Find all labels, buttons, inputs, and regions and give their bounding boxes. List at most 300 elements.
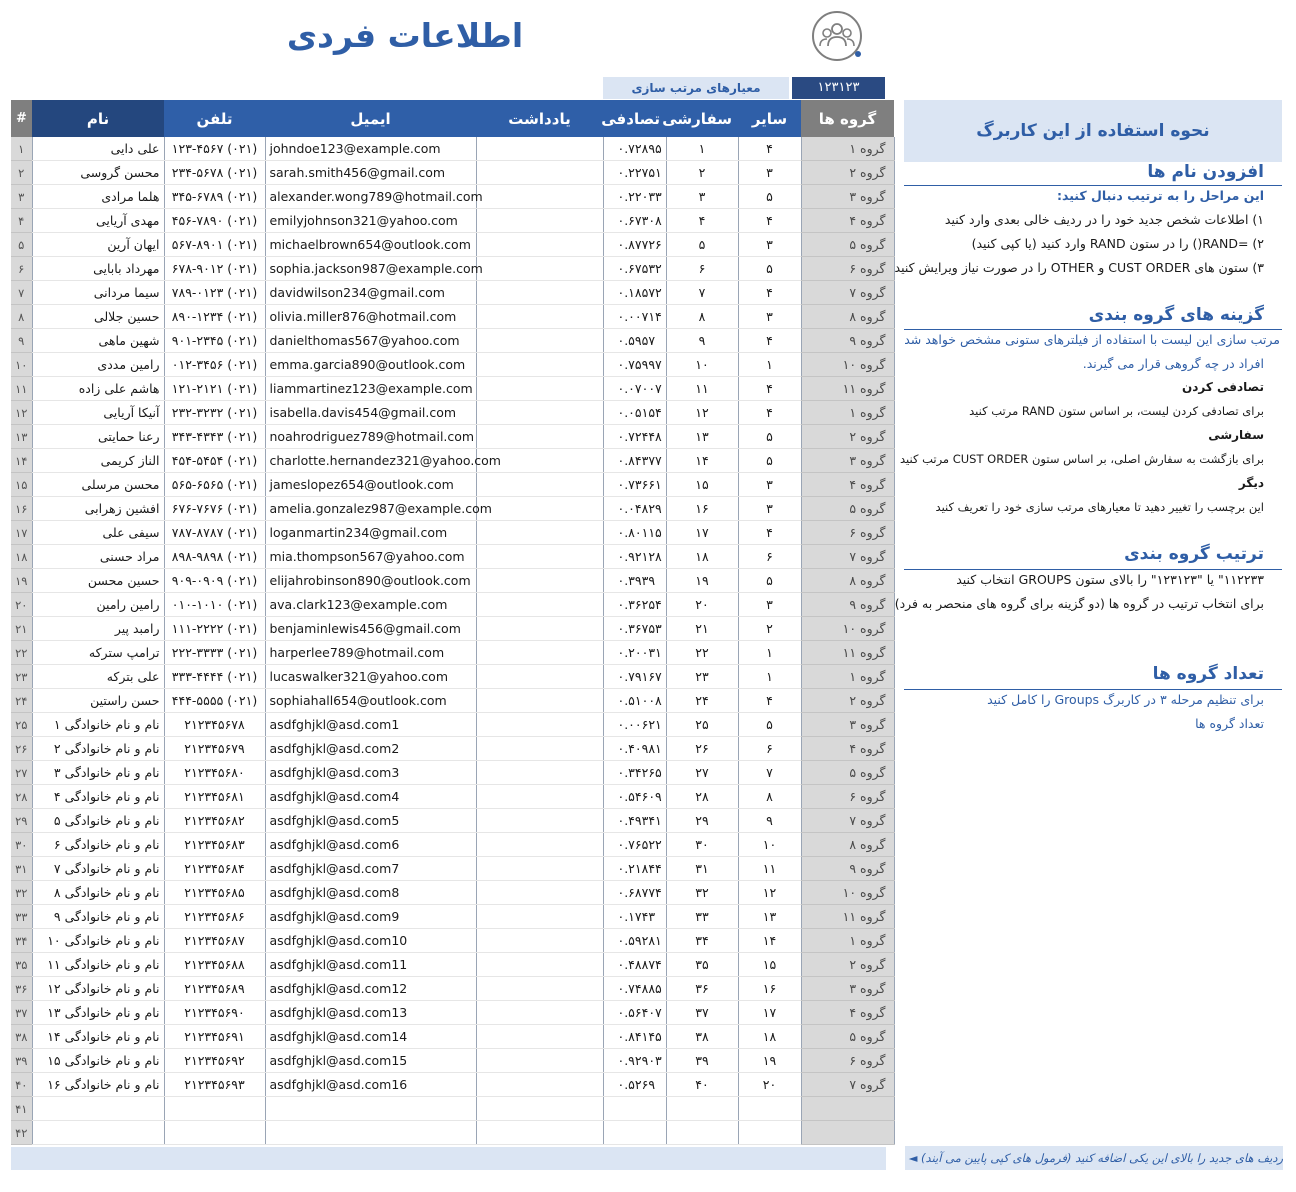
cell-name[interactable]: هلما مرادی <box>32 185 164 209</box>
cell-email[interactable]: asdfghjkl@asd.com4 <box>265 785 476 809</box>
cell-name[interactable]: رامین مددی <box>32 353 164 377</box>
cell-custom[interactable]: ۳۷ <box>666 1001 738 1025</box>
cell-group[interactable]: گروه ۳ <box>801 449 894 473</box>
cell-name[interactable]: نام و نام خانوادگی ۶ <box>32 833 164 857</box>
cell-other[interactable]: ۱۴ <box>738 929 801 953</box>
cell-group[interactable]: گروه ۱۰ <box>801 881 894 905</box>
cell-group[interactable]: گروه ۶ <box>801 257 894 281</box>
cell-note[interactable] <box>476 785 603 809</box>
cell-group[interactable]: گروه ۳ <box>801 713 894 737</box>
cell-group[interactable]: گروه ۴ <box>801 1001 894 1025</box>
cell-email[interactable]: harperlee789@hotmail.com <box>265 641 476 665</box>
cell-custom[interactable] <box>666 1097 738 1121</box>
cell-custom[interactable] <box>666 1121 738 1145</box>
cell-other[interactable]: ۵ <box>738 185 801 209</box>
cell-note[interactable] <box>476 713 603 737</box>
cell-email[interactable]: loganmartin234@gmail.com <box>265 521 476 545</box>
cell-phone[interactable]: (۰۲۱) ۷۸۹-۰۱۲۳ <box>164 281 265 305</box>
cell-email[interactable]: davidwilson234@gmail.com <box>265 281 476 305</box>
cell-group[interactable]: گروه ۲ <box>801 161 894 185</box>
col-header-note[interactable]: یادداشت <box>476 100 603 137</box>
cell-other[interactable]: ۶ <box>738 545 801 569</box>
cell-random[interactable]: ۰.۱۸۵۷۲ <box>603 281 666 305</box>
cell-random[interactable]: ۰.۶۷۳۰۸ <box>603 209 666 233</box>
cell-random[interactable]: ۰.۷۳۶۶۱ <box>603 473 666 497</box>
cell-phone[interactable]: ۲۱۲۳۴۵۶۸۲ <box>164 809 265 833</box>
cell-phone[interactable]: ۲۱۲۳۴۵۶۸۶ <box>164 905 265 929</box>
cell-email[interactable]: alexander.wong789@hotmail.com <box>265 185 476 209</box>
cell-custom[interactable]: ۲۰ <box>666 593 738 617</box>
cell-note[interactable] <box>476 665 603 689</box>
cell-phone[interactable]: (۰۲۱) ۱۱۱-۲۲۲۲ <box>164 617 265 641</box>
cell-name[interactable]: حسین جلالی <box>32 305 164 329</box>
cell-phone[interactable]: ۲۱۲۳۴۵۶۹۲ <box>164 1049 265 1073</box>
cell-custom[interactable]: ۳۲ <box>666 881 738 905</box>
cell-name[interactable]: علی بترکه <box>32 665 164 689</box>
cell-group[interactable]: گروه ۷ <box>801 545 894 569</box>
cell-other[interactable] <box>738 1097 801 1121</box>
cell-phone[interactable]: (۰۲۱) ۴۵۶-۷۸۹۰ <box>164 209 265 233</box>
cell-other[interactable]: ۳ <box>738 305 801 329</box>
cell-email[interactable]: asdfghjkl@asd.com6 <box>265 833 476 857</box>
cell-group[interactable]: گروه ۱۱ <box>801 377 894 401</box>
cell-email[interactable]: mia.thompson567@yahoo.com <box>265 545 476 569</box>
cell-note[interactable] <box>476 353 603 377</box>
cell-phone[interactable]: ۲۱۲۳۴۵۶۸۹ <box>164 977 265 1001</box>
cell-random[interactable]: ۰.۵۹۲۸۱ <box>603 929 666 953</box>
cell-random[interactable]: ۰.۶۷۵۳۲ <box>603 257 666 281</box>
cell-name[interactable]: نام و نام خانوادگی ۲ <box>32 737 164 761</box>
cell-random[interactable]: ۰.۷۲۸۹۵ <box>603 137 666 161</box>
cell-email[interactable] <box>265 1097 476 1121</box>
cell-note[interactable] <box>476 257 603 281</box>
cell-random[interactable]: ۰.۸۴۳۷۷ <box>603 449 666 473</box>
cell-custom[interactable]: ۳۸ <box>666 1025 738 1049</box>
cell-random[interactable]: ۰.۰۷۰۰۷ <box>603 377 666 401</box>
cell-name[interactable]: مهدی آریایی <box>32 209 164 233</box>
cell-name[interactable]: مراد حسنی <box>32 545 164 569</box>
cell-group[interactable]: گروه ۲ <box>801 425 894 449</box>
cell-group[interactable]: گروه ۳ <box>801 185 894 209</box>
col-header-name[interactable]: نام <box>32 100 164 137</box>
cell-note[interactable] <box>476 521 603 545</box>
cell-phone[interactable]: (۰۲۱) ۹۰۱-۲۳۴۵ <box>164 329 265 353</box>
cell-custom[interactable]: ۱۴ <box>666 449 738 473</box>
cell-other[interactable]: ۵ <box>738 257 801 281</box>
cell-phone[interactable]: ۲۱۲۳۴۵۶۸۰ <box>164 761 265 785</box>
cell-email[interactable]: amelia.gonzalez987@example.com <box>265 497 476 521</box>
cell-note[interactable] <box>476 185 603 209</box>
cell-group[interactable]: گروه ۷ <box>801 281 894 305</box>
cell-custom[interactable]: ۸ <box>666 305 738 329</box>
cell-group[interactable]: گروه ۶ <box>801 521 894 545</box>
cell-random[interactable]: ۰.۸۰۱۱۵ <box>603 521 666 545</box>
cell-group[interactable]: گروه ۵ <box>801 1025 894 1049</box>
cell-name[interactable]: مهرداد بابایی <box>32 257 164 281</box>
cell-other[interactable]: ۳ <box>738 161 801 185</box>
cell-other[interactable]: ۵ <box>738 569 801 593</box>
cell-random[interactable]: ۰.۸۴۱۴۵ <box>603 1025 666 1049</box>
cell-random[interactable]: ۰.۵۶۴۰۷ <box>603 1001 666 1025</box>
cell-random[interactable]: ۰.۸۷۷۲۶ <box>603 233 666 257</box>
cell-name[interactable]: سیما مردانی <box>32 281 164 305</box>
cell-phone[interactable]: (۰۲۱) ۶۷۸-۹۰۱۲ <box>164 257 265 281</box>
cell-phone[interactable]: (۰۲۱) ۸۹۸-۹۸۹۸ <box>164 545 265 569</box>
cell-custom[interactable]: ۳۰ <box>666 833 738 857</box>
cell-name[interactable]: حسین محسن <box>32 569 164 593</box>
cell-other[interactable]: ۵ <box>738 449 801 473</box>
cell-phone[interactable]: (۰۲۱) ۷۸۷-۸۷۸۷ <box>164 521 265 545</box>
cell-note[interactable] <box>476 545 603 569</box>
cell-random[interactable]: ۰.۶۸۷۷۴ <box>603 881 666 905</box>
cell-custom[interactable]: ۲۲ <box>666 641 738 665</box>
cell-phone[interactable]: ۲۱۲۳۴۵۶۷۹ <box>164 737 265 761</box>
cell-email[interactable]: asdfghjkl@asd.com5 <box>265 809 476 833</box>
cell-group[interactable]: گروه ۷ <box>801 809 894 833</box>
cell-random[interactable]: ۰.۷۶۵۲۲ <box>603 833 666 857</box>
cell-email[interactable]: sophiahall654@outlook.com <box>265 689 476 713</box>
cell-email[interactable]: sophia.jackson987@example.com <box>265 257 476 281</box>
cell-other[interactable]: ۱ <box>738 353 801 377</box>
cell-phone[interactable]: (۰۲۱) ۲۲۲-۳۳۳۳ <box>164 641 265 665</box>
cell-phone[interactable]: (۰۲۱) ۲۳۴-۵۶۷۸ <box>164 161 265 185</box>
cell-other[interactable]: ۴ <box>738 329 801 353</box>
cell-custom[interactable]: ۴۰ <box>666 1073 738 1097</box>
cell-note[interactable] <box>476 1121 603 1145</box>
cell-custom[interactable]: ۵ <box>666 233 738 257</box>
cell-note[interactable] <box>476 497 603 521</box>
cell-note[interactable] <box>476 617 603 641</box>
cell-other[interactable]: ۲ <box>738 617 801 641</box>
cell-group[interactable]: گروه ۳ <box>801 977 894 1001</box>
cell-phone[interactable]: ۲۱۲۳۴۵۶۸۴ <box>164 857 265 881</box>
sort-criteria-select[interactable]: ۱۲۳۱۲۳ <box>792 77 885 99</box>
cell-email[interactable]: michaelbrown654@outlook.com <box>265 233 476 257</box>
cell-email[interactable]: asdfghjkl@asd.com12 <box>265 977 476 1001</box>
cell-email[interactable]: asdfghjkl@asd.com14 <box>265 1025 476 1049</box>
cell-group[interactable]: گروه ۱۱ <box>801 641 894 665</box>
col-header-phone[interactable]: تلفن <box>164 100 265 137</box>
cell-other[interactable]: ۱۱ <box>738 857 801 881</box>
cell-name[interactable]: رعنا حمایتی <box>32 425 164 449</box>
cell-other[interactable]: ۴ <box>738 137 801 161</box>
cell-other[interactable]: ۴ <box>738 209 801 233</box>
cell-custom[interactable]: ۴ <box>666 209 738 233</box>
cell-phone[interactable]: (۰۲۱) ۰۱۲-۳۴۵۶ <box>164 353 265 377</box>
cell-custom[interactable]: ۱۹ <box>666 569 738 593</box>
cell-note[interactable] <box>476 641 603 665</box>
cell-note[interactable] <box>476 929 603 953</box>
cell-phone[interactable]: (۰۲۱) ۳۴۵-۶۷۸۹ <box>164 185 265 209</box>
cell-email[interactable]: danielthomas567@yahoo.com <box>265 329 476 353</box>
cell-other[interactable]: ۱۶ <box>738 977 801 1001</box>
cell-group[interactable]: گروه ۱ <box>801 401 894 425</box>
cell-name[interactable]: محسن گروسی <box>32 161 164 185</box>
cell-email[interactable]: charlotte.hernandez321@yahoo.com <box>265 449 476 473</box>
cell-other[interactable]: ۱۰ <box>738 833 801 857</box>
cell-email[interactable]: asdfghjkl@asd.com3 <box>265 761 476 785</box>
cell-other[interactable]: ۵ <box>738 713 801 737</box>
cell-group[interactable]: گروه ۹ <box>801 593 894 617</box>
cell-custom[interactable]: ۲ <box>666 161 738 185</box>
cell-email[interactable]: olivia.miller876@hotmail.com <box>265 305 476 329</box>
cell-email[interactable]: noahrodriguez789@hotmail.com <box>265 425 476 449</box>
cell-random[interactable]: ۰.۴۰۹۸۱ <box>603 737 666 761</box>
cell-note[interactable] <box>476 329 603 353</box>
cell-group[interactable]: گروه ۱ <box>801 929 894 953</box>
cell-note[interactable] <box>476 881 603 905</box>
cell-name[interactable]: نام و نام خانوادگی ۱۱ <box>32 953 164 977</box>
cell-note[interactable] <box>476 857 603 881</box>
cell-random[interactable] <box>603 1121 666 1145</box>
cell-custom[interactable]: ۱۰ <box>666 353 738 377</box>
cell-random[interactable]: ۰.۷۵۹۹۷ <box>603 353 666 377</box>
cell-name[interactable]: رامین رامین <box>32 593 164 617</box>
cell-note[interactable] <box>476 689 603 713</box>
cell-custom[interactable]: ۳۶ <box>666 977 738 1001</box>
cell-phone[interactable]: (۰۲۱) ۳۳۳-۴۴۴۴ <box>164 665 265 689</box>
cell-email[interactable]: lucaswalker321@yahoo.com <box>265 665 476 689</box>
cell-phone[interactable]: ۲۱۲۳۴۵۶۷۸ <box>164 713 265 737</box>
cell-group[interactable] <box>801 1121 894 1145</box>
cell-custom[interactable]: ۲۷ <box>666 761 738 785</box>
cell-other[interactable]: ۲۰ <box>738 1073 801 1097</box>
cell-custom[interactable]: ۳۴ <box>666 929 738 953</box>
cell-group[interactable]: گروه ۸ <box>801 569 894 593</box>
cell-random[interactable]: ۰.۳۶۷۵۳ <box>603 617 666 641</box>
cell-note[interactable] <box>476 425 603 449</box>
cell-random[interactable]: ۰.۲۱۸۴۴ <box>603 857 666 881</box>
cell-other[interactable] <box>738 1121 801 1145</box>
cell-random[interactable]: ۰.۴۸۸۷۴ <box>603 953 666 977</box>
cell-other[interactable]: ۳ <box>738 593 801 617</box>
cell-random[interactable]: ۰.۷۹۱۶۷ <box>603 665 666 689</box>
cell-note[interactable] <box>476 953 603 977</box>
cell-email[interactable] <box>265 1121 476 1145</box>
cell-name[interactable]: شهین ماهی <box>32 329 164 353</box>
cell-name[interactable]: نام و نام خانوادگی ۳ <box>32 761 164 785</box>
cell-group[interactable]: گروه ۵ <box>801 761 894 785</box>
cell-email[interactable]: asdfghjkl@asd.com16 <box>265 1073 476 1097</box>
cell-other[interactable]: ۱۵ <box>738 953 801 977</box>
cell-custom[interactable]: ۲۸ <box>666 785 738 809</box>
cell-group[interactable]: گروه ۴ <box>801 209 894 233</box>
cell-other[interactable]: ۴ <box>738 689 801 713</box>
cell-custom[interactable]: ۳۵ <box>666 953 738 977</box>
cell-other[interactable]: ۱۲ <box>738 881 801 905</box>
cell-name[interactable]: نام و نام خانوادگی ۷ <box>32 857 164 881</box>
cell-phone[interactable]: ۲۱۲۳۴۵۶۸۳ <box>164 833 265 857</box>
cell-email[interactable]: asdfghjkl@asd.com15 <box>265 1049 476 1073</box>
cell-phone[interactable]: ۲۱۲۳۴۵۶۹۱ <box>164 1025 265 1049</box>
col-header-other[interactable]: سایر <box>738 100 801 137</box>
cell-note[interactable] <box>476 977 603 1001</box>
cell-random[interactable]: ۰.۷۴۸۸۵ <box>603 977 666 1001</box>
cell-group[interactable]: گروه ۱ <box>801 137 894 161</box>
cell-group[interactable]: گروه ۶ <box>801 785 894 809</box>
cell-name[interactable]: ترامپ سترکه <box>32 641 164 665</box>
cell-other[interactable]: ۴ <box>738 401 801 425</box>
cell-other[interactable]: ۱۸ <box>738 1025 801 1049</box>
cell-phone[interactable]: (۰۲۱) ۶۷۶-۷۶۷۶ <box>164 497 265 521</box>
cell-phone[interactable]: ۲۱۲۳۴۵۶۸۱ <box>164 785 265 809</box>
cell-group[interactable]: گروه ۱۰ <box>801 617 894 641</box>
cell-email[interactable]: liammartinez123@example.com <box>265 377 476 401</box>
cell-name[interactable]: علی دایی <box>32 137 164 161</box>
cell-name[interactable]: محسن مرسلی <box>32 473 164 497</box>
cell-custom[interactable]: ۱۷ <box>666 521 738 545</box>
cell-phone[interactable]: ۲۱۲۳۴۵۶۸۸ <box>164 953 265 977</box>
cell-email[interactable]: asdfghjkl@asd.com9 <box>265 905 476 929</box>
cell-name[interactable]: نام و نام خانوادگی ۸ <box>32 881 164 905</box>
cell-group[interactable] <box>801 1097 894 1121</box>
cell-other[interactable]: ۶ <box>738 737 801 761</box>
cell-other[interactable]: ۵ <box>738 425 801 449</box>
cell-email[interactable]: elijahrobinson890@outlook.com <box>265 569 476 593</box>
cell-group[interactable]: گروه ۲ <box>801 953 894 977</box>
cell-random[interactable]: ۰.۰۴۸۲۹ <box>603 497 666 521</box>
cell-other[interactable]: ۱۳ <box>738 905 801 929</box>
cell-other[interactable]: ۱۷ <box>738 1001 801 1025</box>
cell-note[interactable] <box>476 1001 603 1025</box>
cell-phone[interactable]: (۰۲۱) ۴۴۴-۵۵۵۵ <box>164 689 265 713</box>
cell-group[interactable]: گروه ۱ <box>801 665 894 689</box>
cell-custom[interactable]: ۷ <box>666 281 738 305</box>
cell-email[interactable]: asdfghjkl@asd.com13 <box>265 1001 476 1025</box>
cell-name[interactable] <box>32 1121 164 1145</box>
cell-note[interactable] <box>476 569 603 593</box>
cell-phone[interactable]: (۰۲۱) ۱۲۱-۲۱۲۱ <box>164 377 265 401</box>
cell-name[interactable]: نام و نام خانوادگی ۱۲ <box>32 977 164 1001</box>
cell-email[interactable]: asdfghjkl@asd.com1 <box>265 713 476 737</box>
cell-custom[interactable]: ۱۸ <box>666 545 738 569</box>
cell-random[interactable]: ۰.۷۲۴۴۸ <box>603 425 666 449</box>
cell-random[interactable]: ۰.۲۲۷۵۱ <box>603 161 666 185</box>
cell-random[interactable]: ۰.۵۹۵۷ <box>603 329 666 353</box>
cell-email[interactable]: emilyjohnson321@yahoo.com <box>265 209 476 233</box>
cell-group[interactable]: گروه ۲ <box>801 689 894 713</box>
cell-name[interactable]: الناز کریمی <box>32 449 164 473</box>
cell-phone[interactable]: (۰۲۱) ۴۵۴-۵۴۵۴ <box>164 449 265 473</box>
cell-name[interactable]: نام و نام خانوادگی ۹ <box>32 905 164 929</box>
cell-random[interactable]: ۰.۰۵۱۵۴ <box>603 401 666 425</box>
cell-name[interactable] <box>32 1097 164 1121</box>
cell-phone[interactable]: (۰۲۱) ۹۰۹-۰۹۰۹ <box>164 569 265 593</box>
cell-random[interactable]: ۰.۵۴۶۰۹ <box>603 785 666 809</box>
cell-other[interactable]: ۷ <box>738 761 801 785</box>
cell-random[interactable]: ۰.۱۷۴۳ <box>603 905 666 929</box>
cell-group[interactable]: گروه ۸ <box>801 305 894 329</box>
cell-name[interactable]: آنیکا آریایی <box>32 401 164 425</box>
cell-custom[interactable]: ۱۳ <box>666 425 738 449</box>
cell-custom[interactable]: ۹ <box>666 329 738 353</box>
cell-note[interactable] <box>476 1049 603 1073</box>
cell-email[interactable]: sarah.smith456@gmail.com <box>265 161 476 185</box>
cell-random[interactable]: ۰.۵۲۶۹ <box>603 1073 666 1097</box>
cell-email[interactable]: asdfghjkl@asd.com7 <box>265 857 476 881</box>
cell-random[interactable]: ۰.۳۶۲۵۴ <box>603 593 666 617</box>
cell-email[interactable]: isabella.davis454@gmail.com <box>265 401 476 425</box>
cell-random[interactable]: ۰.۴۹۳۴۱ <box>603 809 666 833</box>
col-header-groups[interactable]: گروه ها <box>801 100 894 137</box>
cell-email[interactable]: emma.garcia890@outlook.com <box>265 353 476 377</box>
cell-note[interactable] <box>476 305 603 329</box>
cell-note[interactable] <box>476 833 603 857</box>
cell-custom[interactable]: ۲۵ <box>666 713 738 737</box>
cell-phone[interactable]: ۲۱۲۳۴۵۶۸۷ <box>164 929 265 953</box>
cell-note[interactable] <box>476 401 603 425</box>
cell-note[interactable] <box>476 761 603 785</box>
cell-other[interactable]: ۴ <box>738 377 801 401</box>
cell-random[interactable]: ۰.۳۴۲۶۵ <box>603 761 666 785</box>
cell-group[interactable]: گروه ۶ <box>801 1049 894 1073</box>
cell-name[interactable]: نام و نام خانوادگی ۱۴ <box>32 1025 164 1049</box>
cell-name[interactable]: نام و نام خانوادگی ۱۳ <box>32 1001 164 1025</box>
cell-custom[interactable]: ۳۹ <box>666 1049 738 1073</box>
cell-phone[interactable]: (۰۲۱) ۱۲۳-۴۵۶۷ <box>164 137 265 161</box>
cell-custom[interactable]: ۱۵ <box>666 473 738 497</box>
cell-note[interactable] <box>476 593 603 617</box>
cell-custom[interactable]: ۱۶ <box>666 497 738 521</box>
cell-note[interactable] <box>476 1025 603 1049</box>
cell-other[interactable]: ۴ <box>738 281 801 305</box>
cell-random[interactable]: ۰.۲۲۰۳۳ <box>603 185 666 209</box>
cell-other[interactable]: ۳ <box>738 497 801 521</box>
cell-email[interactable]: johndoe123@example.com <box>265 137 476 161</box>
col-header-custom[interactable]: سفارشی <box>666 100 738 137</box>
cell-phone[interactable]: (۰۲۱) ۵۶۷-۸۹۰۱ <box>164 233 265 257</box>
cell-group[interactable]: گروه ۴ <box>801 473 894 497</box>
cell-custom[interactable]: ۲۹ <box>666 809 738 833</box>
cell-random[interactable]: ۰.۳۹۳۹ <box>603 569 666 593</box>
cell-name[interactable]: نام و نام خانوادگی ۱۶ <box>32 1073 164 1097</box>
cell-random[interactable]: ۰.۹۲۱۲۸ <box>603 545 666 569</box>
cell-custom[interactable]: ۳۱ <box>666 857 738 881</box>
cell-custom[interactable]: ۲۳ <box>666 665 738 689</box>
cell-group[interactable]: گروه ۵ <box>801 497 894 521</box>
cell-group[interactable]: گروه ۴ <box>801 737 894 761</box>
col-header-email[interactable]: ایمیل <box>265 100 476 137</box>
cell-group[interactable]: گروه ۹ <box>801 329 894 353</box>
cell-name[interactable]: نام و نام خانوادگی ۱ <box>32 713 164 737</box>
cell-other[interactable]: ۳ <box>738 473 801 497</box>
cell-name[interactable]: سیفی علی <box>32 521 164 545</box>
cell-name[interactable]: هاشم علی زاده <box>32 377 164 401</box>
cell-random[interactable]: ۰.۹۲۹۰۳ <box>603 1049 666 1073</box>
cell-note[interactable] <box>476 137 603 161</box>
cell-note[interactable] <box>476 905 603 929</box>
cell-group[interactable]: گروه ۱۰ <box>801 353 894 377</box>
cell-custom[interactable]: ۱۲ <box>666 401 738 425</box>
cell-phone[interactable]: ۲۱۲۳۴۵۶۹۳ <box>164 1073 265 1097</box>
cell-other[interactable]: ۱۹ <box>738 1049 801 1073</box>
cell-group[interactable]: گروه ۸ <box>801 833 894 857</box>
cell-note[interactable] <box>476 1097 603 1121</box>
col-header-random[interactable]: تصادفی <box>603 100 666 137</box>
cell-phone[interactable]: (۰۲۱) ۳۴۳-۴۳۴۳ <box>164 425 265 449</box>
cell-note[interactable] <box>476 209 603 233</box>
cell-phone[interactable]: ۲۱۲۳۴۵۶۹۰ <box>164 1001 265 1025</box>
cell-email[interactable]: asdfghjkl@asd.com11 <box>265 953 476 977</box>
cell-phone[interactable]: (۰۲۱) ۸۹۰-۱۲۳۴ <box>164 305 265 329</box>
cell-note[interactable] <box>476 377 603 401</box>
cell-other[interactable]: ۹ <box>738 809 801 833</box>
cell-other[interactable]: ۸ <box>738 785 801 809</box>
cell-other[interactable]: ۴ <box>738 521 801 545</box>
cell-custom[interactable]: ۲۶ <box>666 737 738 761</box>
cell-custom[interactable]: ۳۳ <box>666 905 738 929</box>
cell-custom[interactable]: ۳ <box>666 185 738 209</box>
